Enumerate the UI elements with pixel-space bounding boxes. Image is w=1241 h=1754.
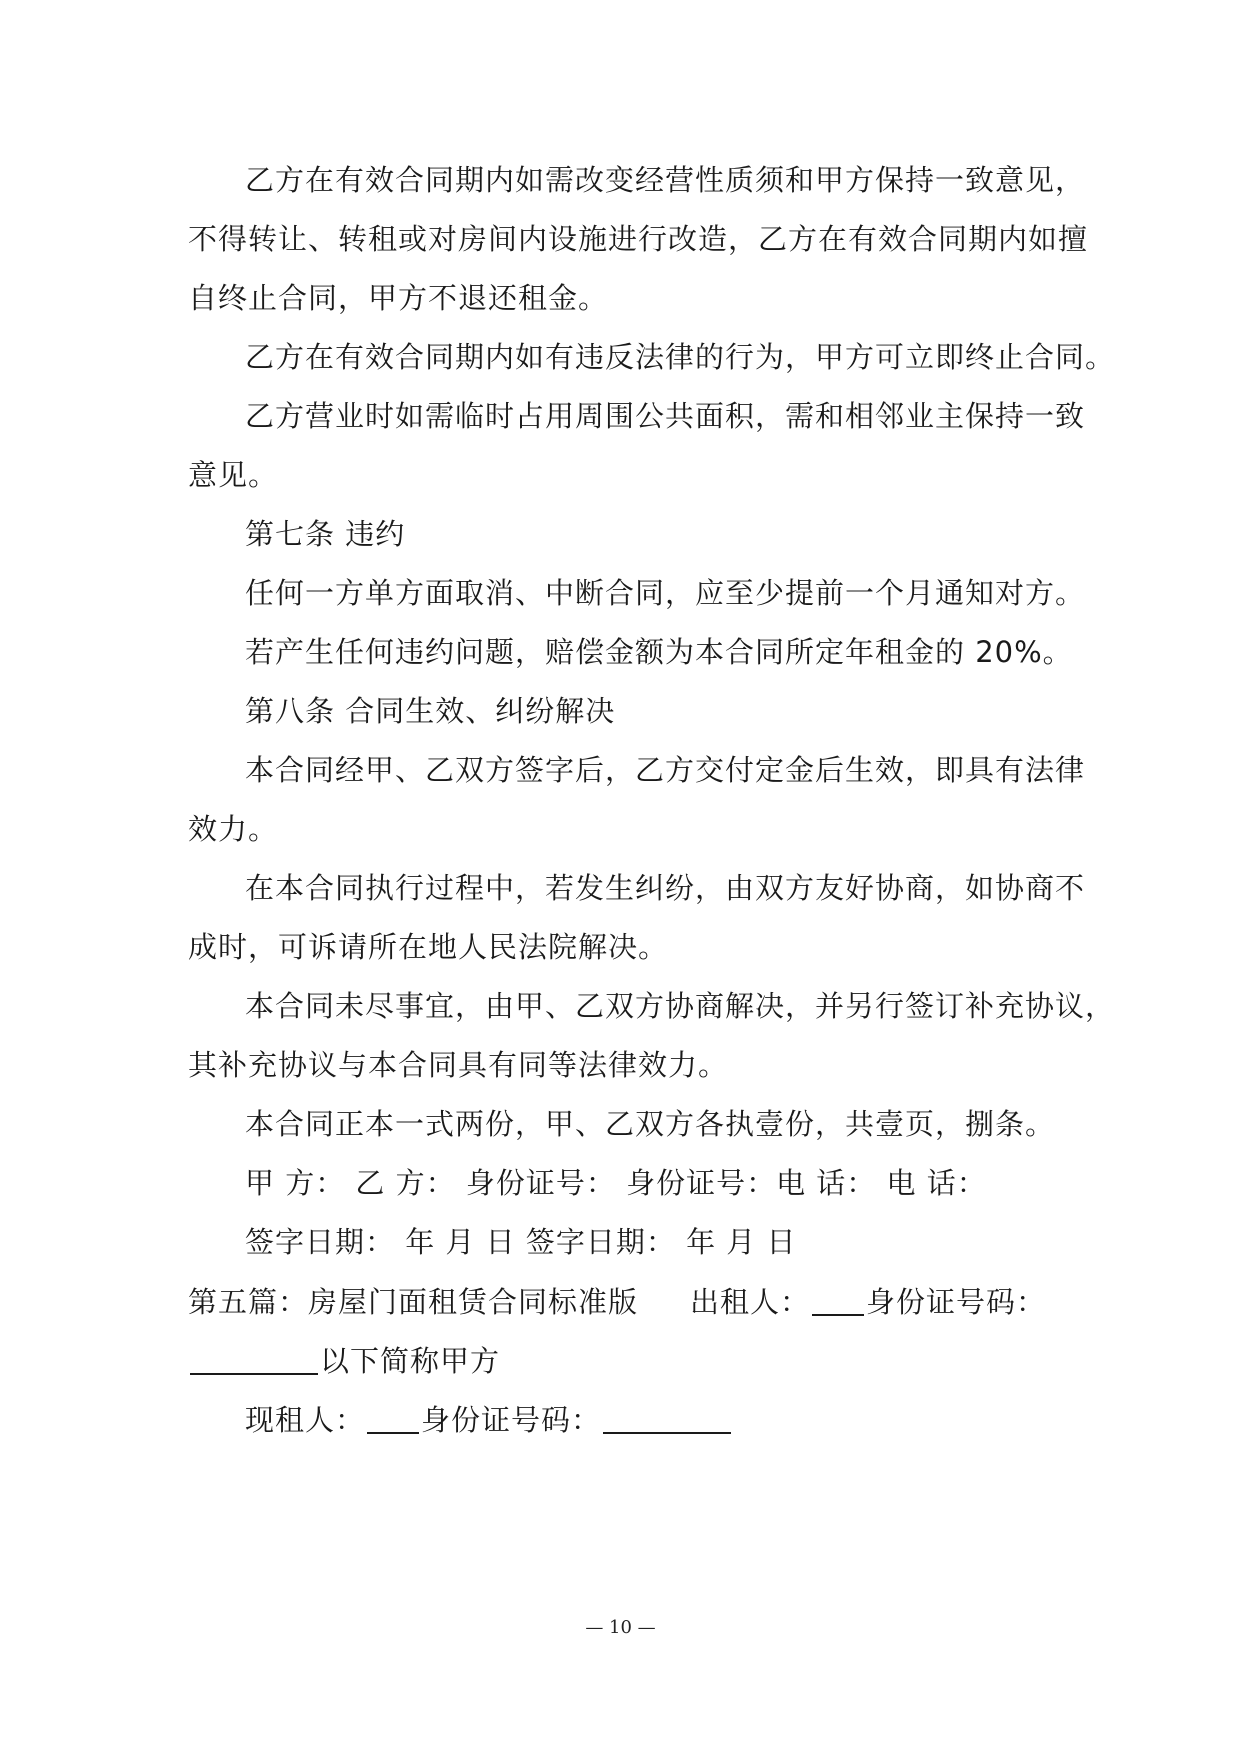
paragraph-line: 本合同正本一式两份，甲、乙双方各执壹份，共壹页，捌条。 bbox=[245, 1107, 1056, 1141]
lessee-label: 现租人： bbox=[245, 1403, 366, 1437]
lessee-id-blank bbox=[603, 1402, 731, 1434]
article-heading: 第七条 违约 bbox=[245, 517, 406, 551]
paragraph-line: 本合同未尽事宜，由甲、乙双方协商解决，并另行签订补充协议， bbox=[245, 989, 1116, 1023]
paragraph-line: 任何一方单方面取消、中断合同，应至少提前一个月通知对方。 bbox=[245, 576, 1086, 610]
lessor-id-label: 身份证号码： bbox=[866, 1285, 1047, 1319]
paragraph-line: 成时，可诉请所在地人民法院解决。 bbox=[188, 930, 669, 964]
section5-title: 第五篇：房屋门面租赁合同标准版 bbox=[188, 1285, 639, 1319]
paragraph-line: 乙方在有效合同期内如有违反法律的行为，甲方可立即终止合同。 bbox=[245, 340, 1116, 374]
paragraph-line: 效力。 bbox=[188, 812, 279, 846]
lessor-id-blank bbox=[190, 1343, 318, 1375]
lessor-label: 出租人： bbox=[690, 1285, 811, 1319]
paragraph-line: 意见。 bbox=[188, 458, 279, 492]
article-heading: 第八条 合同生效、纠纷解决 bbox=[245, 694, 616, 728]
paragraph-line: 其补充协议与本合同具有同等法律效力。 bbox=[188, 1048, 729, 1082]
paragraph-line: 本合同经甲、乙双方签字后，乙方交付定金后生效，即具有法律 bbox=[245, 753, 1086, 787]
signature-fields-line: 甲 方： 乙 方： 身份证号： 身份证号：电 话： 电 话： bbox=[245, 1166, 987, 1200]
lessee-line bbox=[245, 1400, 733, 1440]
paragraph-line: 自终止合同，甲方不退还租金。 bbox=[188, 281, 609, 315]
section5-header-line bbox=[188, 1282, 1046, 1322]
page-number: — 10 — bbox=[585, 1617, 656, 1638]
abbrev-text: 以下简称甲方 bbox=[320, 1344, 501, 1378]
paragraph-line: 若产生任何违约问题，赔偿金额为本合同所定年租金的 20%。 bbox=[245, 635, 1073, 669]
lessee-id-label: 身份证号码： bbox=[421, 1403, 602, 1437]
paragraph-line: 在本合同执行过程中，若发生纠纷，由双方友好协商，如协商不 bbox=[245, 871, 1086, 905]
signature-date-line: 签字日期： 年 月 日 签字日期： 年 月 日 bbox=[245, 1225, 797, 1259]
lessor-name-blank bbox=[812, 1284, 864, 1316]
paragraph-line: 乙方在有效合同期内如需改变经营性质须和甲方保持一致意见， bbox=[245, 163, 1086, 197]
paragraph-line: 乙方营业时如需临时占用周围公共面积，需和相邻业主保持一致 bbox=[245, 399, 1086, 433]
lessee-name-blank bbox=[367, 1402, 419, 1434]
paragraph-line: 不得转让、转租或对房间内设施进行改造，乙方在有效合同期内如擅 bbox=[188, 222, 1089, 256]
section5-abbrev-line bbox=[188, 1341, 500, 1381]
